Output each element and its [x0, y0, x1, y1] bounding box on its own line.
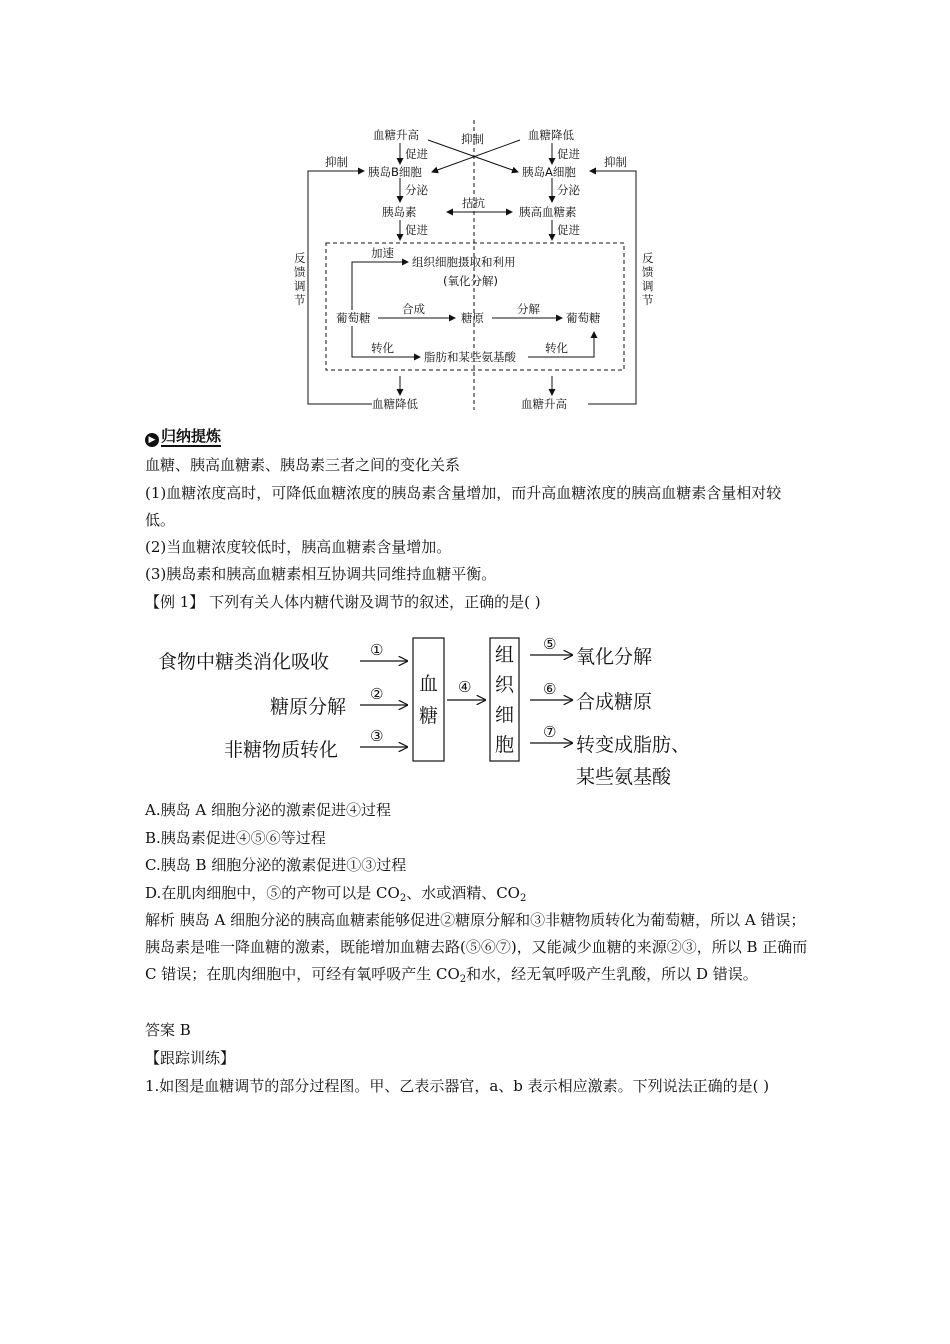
step-6: ⑥	[543, 680, 557, 698]
option-a: A.胰岛 A 细胞分泌的激素促进④过程	[145, 801, 391, 819]
label-beta-cell: 胰岛B细胞	[368, 165, 422, 179]
label-glucose-left: 葡萄糖	[336, 311, 371, 325]
blood-sugar-regulation-diagram	[0, 0, 950, 420]
step-4: ④	[458, 678, 472, 696]
example-question: 【例 1】 下列有关人体内糖代谢及调节的叙述，正确的是( )	[145, 593, 541, 611]
tissue-char-4: 胞	[495, 734, 515, 756]
answer: 答案 B	[145, 1021, 191, 1039]
label-promote-left2: 促进	[405, 223, 428, 237]
analysis-part1: 解析 胰岛 A 细胞分泌的胰高血糖素能够促进②糖原分解和③非糖物质转化为葡萄糖，所以 A 错误；胰岛素是唯一降血糖的激素，既能增加血糖去路(⑤⑥⑦)，又能减少血糖的来源②③，所以 B 正确而 C 错误；在肌肉细胞中，可经有氧呼吸产生 CO	[145, 911, 808, 983]
sugar-metabolism-diagram	[0, 625, 950, 805]
output-amino: 某些氨基酸	[576, 766, 672, 788]
label-convert-left: 转化	[371, 341, 394, 355]
option-c: C.胰岛 B 细胞分泌的激素促进①③过程	[145, 856, 407, 874]
label-oxidation: (氧化分解)	[443, 274, 498, 288]
label-accelerate: 加速	[371, 246, 394, 260]
training-heading: 【跟踪训练】	[145, 1049, 236, 1067]
source-glycogen: 糖原分解	[270, 696, 347, 718]
label-promote-right: 促进	[557, 147, 580, 161]
label-top-right: 血糖降低	[528, 128, 574, 142]
label-feedback-left: 反馈调节	[294, 251, 306, 307]
play-circle-icon: ▶	[145, 433, 159, 447]
output-fat: 转变成脂肪、	[576, 734, 691, 756]
label-alpha-cell: 胰岛A细胞	[522, 165, 576, 179]
label-bottom-left: 血糖降低	[372, 397, 418, 411]
training-question-1: 1.如图是血糖调节的部分过程图。甲、乙表示器官，a、b 表示相应激素。下列说法正确的是( )	[145, 1077, 770, 1095]
option-d-part2: 、水或酒精、CO	[406, 884, 520, 902]
label-feedback-right: 反馈调节	[642, 251, 654, 307]
step-1: ①	[370, 641, 384, 659]
summary-point-3: (3)胰岛素和胰高血糖素相互协调共同维持血糖平衡。	[145, 565, 497, 583]
output-glycogen: 合成糖原	[576, 691, 653, 713]
analysis-sub: 2	[459, 974, 467, 985]
label-bottom-right: 血糖升高	[521, 397, 567, 411]
label-promote-right2: 促进	[557, 223, 580, 237]
summary-title: 归纳提炼	[161, 427, 222, 445]
output-oxidation: 氧化分解	[576, 646, 653, 668]
summary-point-2: (2)当血糖浓度较低时，胰高血糖素含量增加。	[145, 538, 452, 556]
step-3: ③	[370, 727, 384, 745]
tissue-char-3: 细	[495, 704, 515, 726]
label-secrete-left: 分泌	[405, 183, 428, 197]
blood-char-1: 血	[419, 673, 439, 695]
label-synthesis: 合成	[402, 302, 425, 316]
tissue-char-2: 织	[495, 674, 515, 696]
label-inhibit-left: 抑制	[325, 155, 348, 169]
option-d-sub1: 2	[399, 893, 407, 904]
option-d-part1: D.在肌肉细胞中，⑤的产物可以是 CO	[145, 884, 400, 902]
source-digestion: 食物中糖类消化吸收	[158, 651, 330, 673]
label-promote-left: 促进	[405, 147, 428, 161]
label-inhibit-center: 抑制	[461, 132, 484, 146]
label-secrete-right: 分泌	[557, 183, 580, 197]
blood-char-2: 糖	[419, 705, 439, 727]
label-glucose-right: 葡萄糖	[566, 311, 601, 325]
label-antagonism: 拮抗	[462, 196, 485, 210]
analysis-part2: 和水，经无氧呼吸产生乳酸，所以 D 错误。	[466, 965, 758, 983]
label-decompose: 分解	[517, 302, 540, 316]
label-top-left: 血糖升高	[373, 128, 419, 142]
step-2: ②	[370, 685, 384, 703]
summary-point-1: (1)血糖浓度高时，可降低血糖浓度的胰岛素含量增加，而升高血糖浓度的胰高血糖素含量相对较低。	[145, 484, 782, 529]
label-glucagon: 胰高血糖素	[519, 205, 577, 219]
step-7: ⑦	[543, 723, 557, 741]
source-nonsugar: 非糖物质转化	[224, 739, 339, 761]
step-5: ⑤	[543, 635, 557, 653]
option-b: B.胰岛素促进④⑤⑥等过程	[145, 829, 326, 847]
label-inhibit-right: 抑制	[604, 155, 627, 169]
option-d-sub2: 2	[519, 893, 527, 904]
summary-heading	[145, 423, 221, 450]
label-glycogen: 糖原	[461, 311, 484, 325]
label-convert-right: 转化	[545, 341, 568, 355]
label-insulin: 胰岛素	[382, 205, 417, 219]
label-uptake: 组织细胞摄取和利用	[412, 255, 516, 269]
tissue-char-1: 组	[495, 644, 515, 666]
summary-line: 血糖、胰高血糖素、胰岛素三者之间的变化关系	[145, 456, 461, 474]
label-fat: 脂肪和某些氨基酸	[424, 350, 516, 364]
analysis-paragraph	[145, 907, 810, 993]
